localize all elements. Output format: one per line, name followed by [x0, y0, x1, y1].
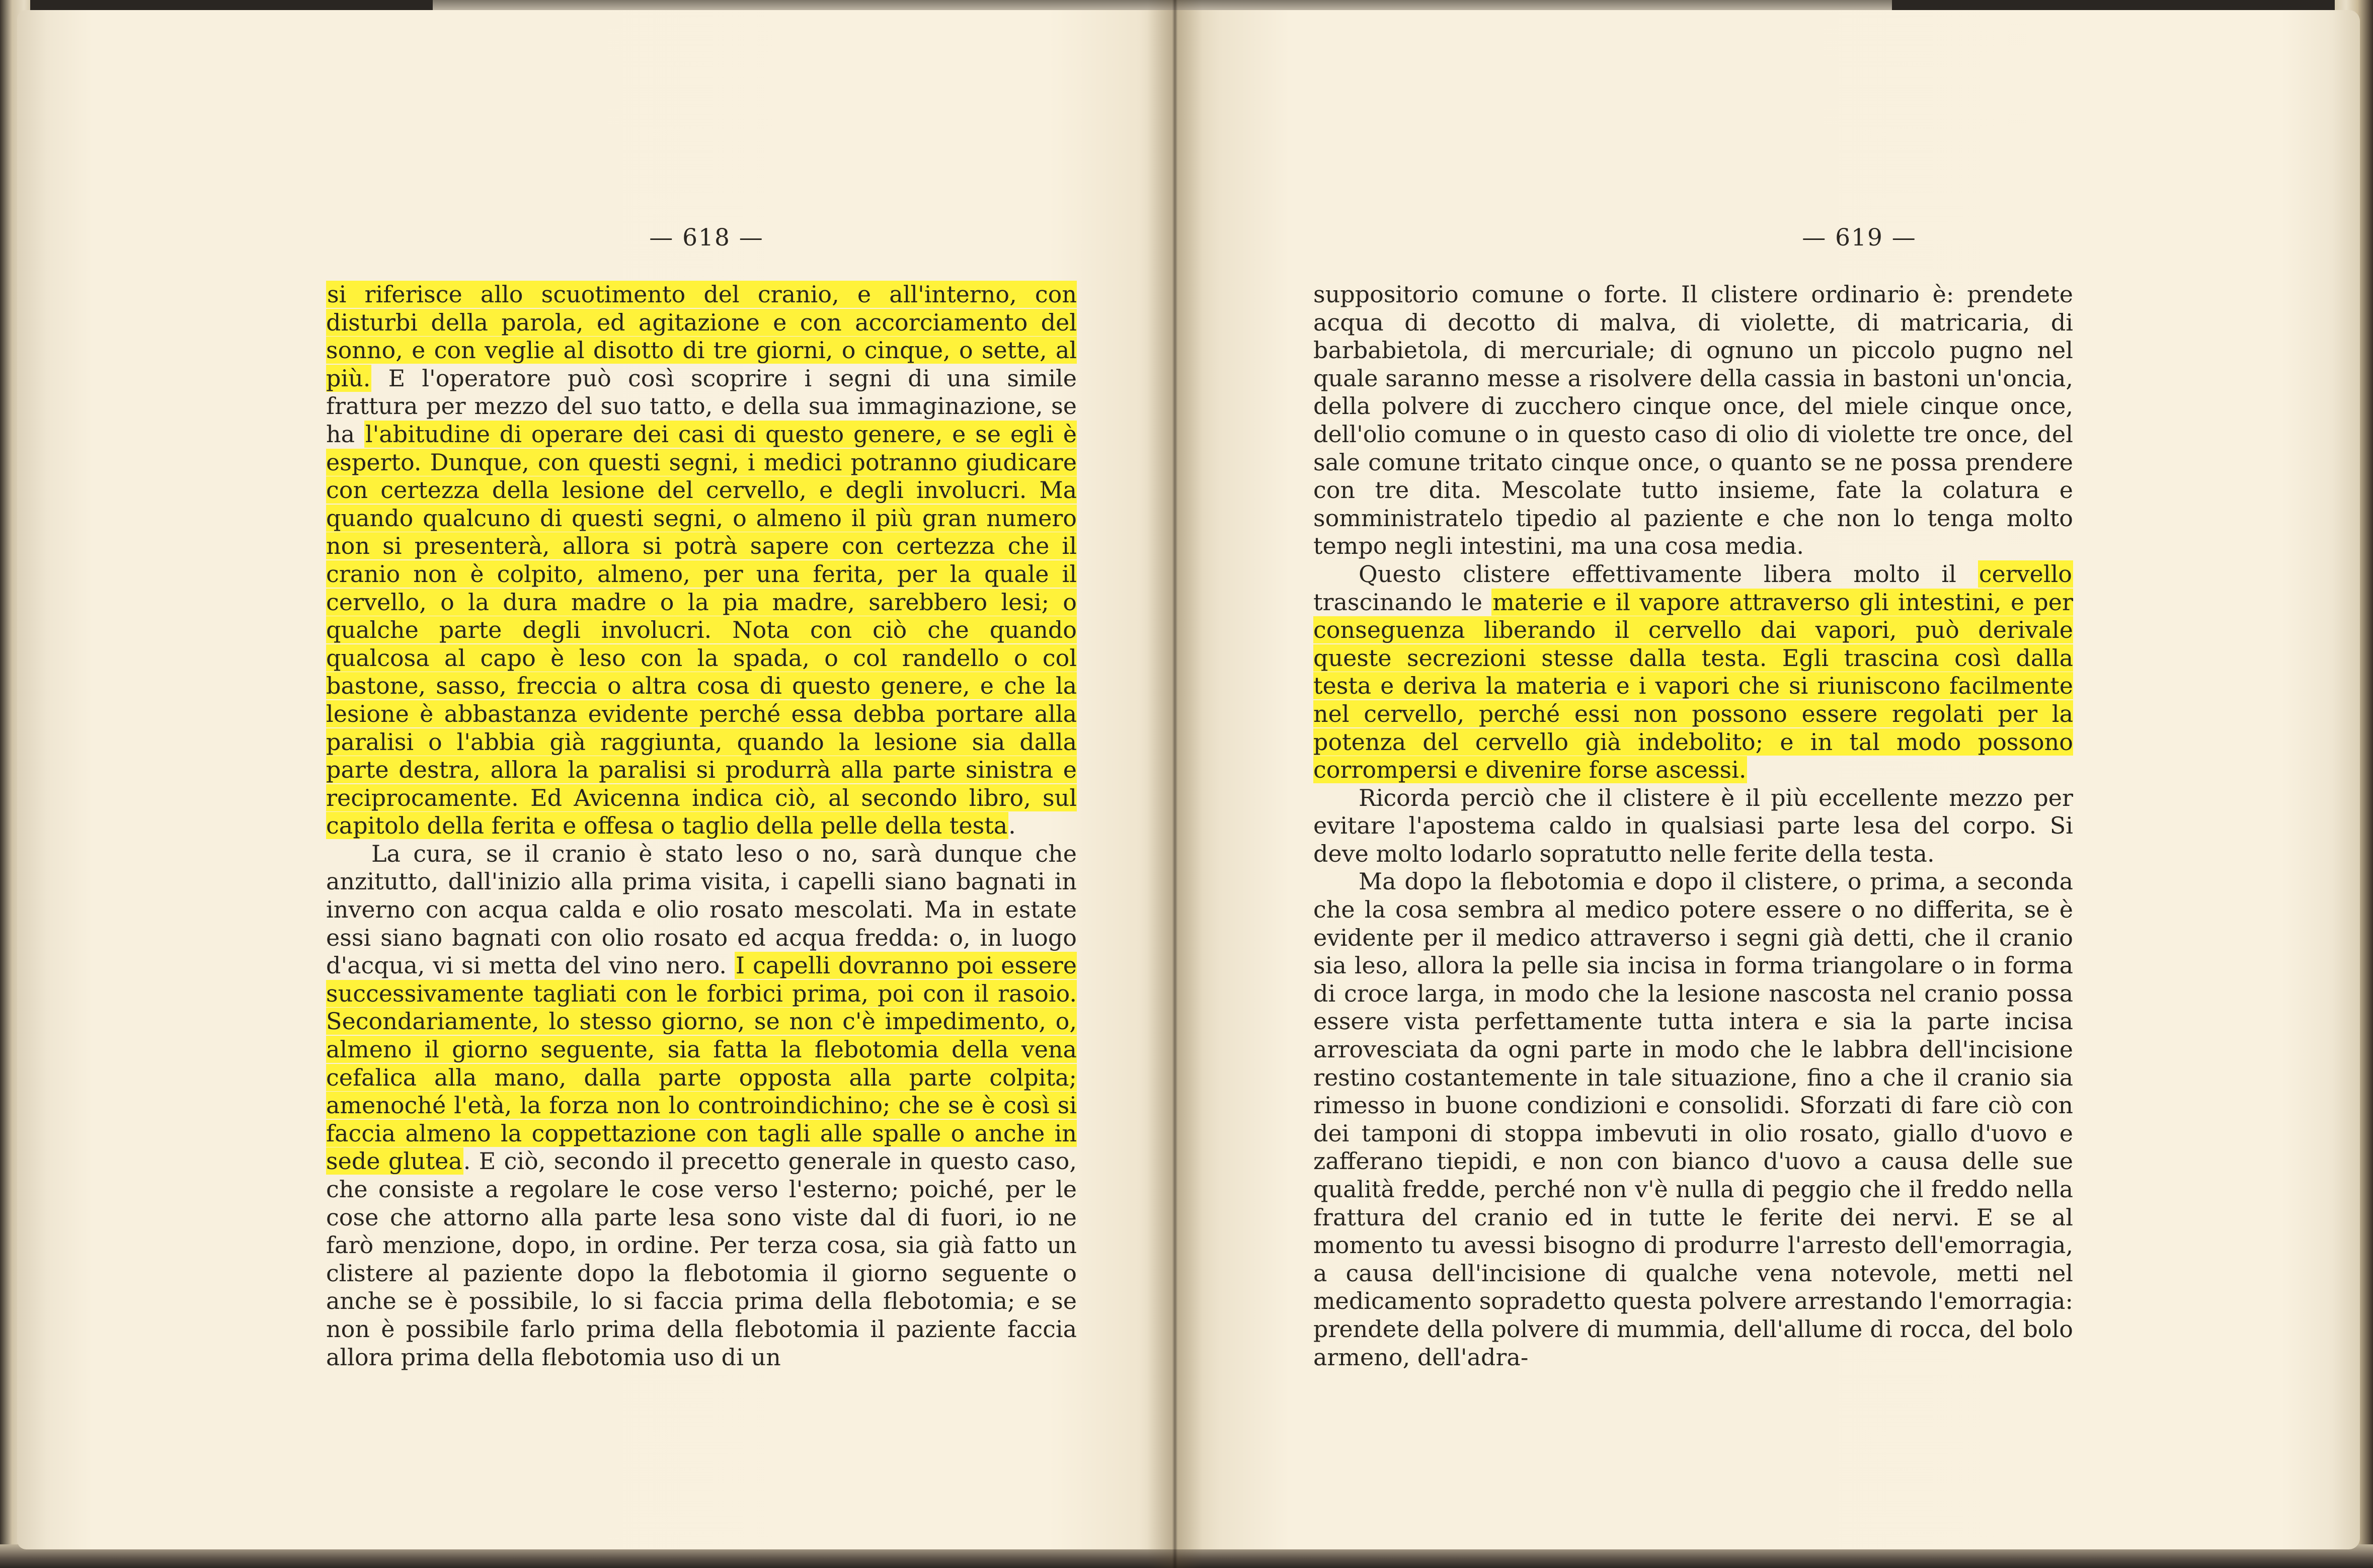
- text-segment: trascinando le: [1313, 588, 1492, 616]
- right-page-text: [1313, 281, 2073, 1371]
- text-segment: La cura, se il cranio è stato leso o no, sarà dunque che anzitutto, dall'inizio alla prima visita, i capelli siano bagnati in inverno con acqua calda e olio rosato mescolati. Ma in estate essi siano bagnati con olio rosato ed acqua fredda: o, in luogo d'acqua, vi si metta del vino nero.: [326, 840, 1077, 979]
- left-page: [17, 10, 1174, 1549]
- text-segment: Questo clistere effettivamente libera molto il: [1359, 560, 1978, 588]
- right-page: [1174, 10, 2360, 1549]
- text-segment: Ma dopo la flebotomia e dopo il clistere, o prima, a seconda che la cosa sembra al medico potere essere o no differita, se è evidente per il medico attraverso i segni già detti, che il cranio sia leso, allora la pelle sia incisa in forma triangolare o in forma di croce larga, in modo che la lesione nascosta nel cranio possa essere vista perfettamente tutta intera e sia la parte incisa arrovesciata da ogni parte in modo che le labbra dell'incisione restino costantemente in tale situazione, fino a che il cranio sia rimesso in buone condizioni e consolidi. Sforzati di fare ciò con dei tamponi di stoppa imbevuti in olio rosato, giallo d'uovo e zafferano tiepidi, e non con bianco d'uovo a causa delle sue qualità fredde, perché non v'è nulla di peggio che il freddo nella frattura del cranio ed in tutte le ferite dei nervi. E se al momento tu avessi bisogno di produrre l'arresto dell'emorragia, a causa dell'incisione di qualche vena notevole, metti nel medicamento sopradetto questa polvere arrestando l'emorragia: prendete della polvere di mummia, dell'allume di rocca, del bolo armeno, dell'adra-: [1313, 868, 2073, 1371]
- text-segment: .: [1008, 812, 1016, 840]
- paragraph: [326, 840, 1077, 1371]
- paragraph: [1313, 868, 2073, 1371]
- paragraph: [1313, 560, 2073, 784]
- paragraph: [326, 281, 1077, 840]
- book-gutter: [1147, 0, 1203, 1568]
- highlighted-text: I capelli dovranno poi essere successivamente tagliati con le forbici prima, poi con il rasoio. Secondariamente, lo stesso giorno, se non c'è impedimento, o, almeno il giorno seguente, sia fatta la flebotomia della vena cefalica alla mano, dalla parte opposta alla parte colpita; amenoché l'età, la forza non lo controindichino; che se è così si faccia almeno la coppettazione con tagli alle spalle o anche in sede glutea: [326, 952, 1077, 1175]
- highlighted-text: cervello: [1979, 560, 2072, 588]
- paragraph: [1313, 784, 2073, 868]
- text-segment: suppositorio comune o forte. Il clistere ordinario è: prendete acqua di decotto di malva, di violette, di matricaria, di barbabietola, di mercuriale; di ognuno un piccolo pugno nel quale saranno messe a risolvere della cassia in bastoni un'oncia, della polvere di zucchero cinque once, del miele cinque once, dell'olio comune o in questo caso di olio di violette tre once, del sale comune tritato cinque once, o quanto se ne possa prendere con tre dita. Mescolate tutto insieme, fate la colatura e somministratelo tipedio al paziente e che non lo tenga molto tempo negli intestini, ma una cosa media.: [1313, 281, 2073, 560]
- highlighted-text: l'abitudine di operare dei casi di questo genere, e se egli è esperto. Dunque, con questi segni, i medici potranno giudicare con certezza della lesione del cervello, e degli involucri. Ma quando qualcuno di questi segni, o almeno il più gran numero non si presenterà, allora si potrà sapere con certezza che il cranio non è colpito, almeno, per una ferita, per la quale il cervello, o la dura madre o la pia madre, sarebbero lesi; o qualche parte degli involucri. Nota con ciò che quando qualcosa al capo è leso con la spada, o col randello o col bastone, sasso, freccia o altra cosa di questo genere, e che la lesione è abbastanza evidente perché essa debba portare alla paralisi o l'abbia già raggiunta, quando la lesione sia dalla parte destra, allora la paralisi si produrrà alla parte sinistra e reciprocamente. Ed Avicenna indica ciò, al secondo libro, sul capitolo della ferita e offesa o taglio della pelle della testa: [326, 420, 1077, 840]
- paragraph: [1313, 281, 2073, 560]
- page-number-left: — 618 —: [649, 224, 764, 252]
- text-segment: Ricorda perciò che il clistere è il più eccellente mezzo per evitare l'apostema caldo in qualsiasi parte lesa del corpo. Si deve molto lodarlo sopratutto nelle ferite della testa.: [1313, 784, 2073, 867]
- page-number-right: — 619 —: [1802, 224, 1917, 252]
- text-segment: . E ciò, secondo il precetto generale in questo caso, che consiste a regolare le cose verso l'esterno; poiché, per le cose che attorno alla parte lesa sono viste dal di fuori, io ne farò menzione, dopo, in ordine. Per terza cosa, sia già fatto un clistere al paziente dopo la flebotomia il giorno seguente o anche se è possibile, lo si faccia prima della flebotomia; e se non è possibile farlo prima della flebotomia il paziente faccia allora prima della flebotomia uso di un: [326, 1147, 1077, 1371]
- highlighted-text: si riferisce allo scuotimento del cranio, e all'interno, con disturbi della parola, ed agitazione e con accorciamento del sonno, e con veglie al disotto di tre giorni, o cinque, o sette, al più.: [326, 281, 1077, 392]
- highlighted-text: materie e il vapore attraverso gli intestini, e per conseguenza liberando il cervello dai vapori, può derivale queste secrezioni stesse dalla testa. Egli trascina così dalla testa e deriva la materia e i vapori che si riuniscono facilmente nel cervello, perché essi non possono essere regolati per la potenza del cervello già indebolito; e in tal modo possono corrompersi e divenire forse ascessi.: [1313, 588, 2073, 784]
- left-page-text: [326, 281, 1077, 1371]
- text-segment: E l'operatore può così scoprire i segni di una simile frattura per mezzo del suo tatto, e della sua immaginazione, se ha: [326, 364, 1077, 448]
